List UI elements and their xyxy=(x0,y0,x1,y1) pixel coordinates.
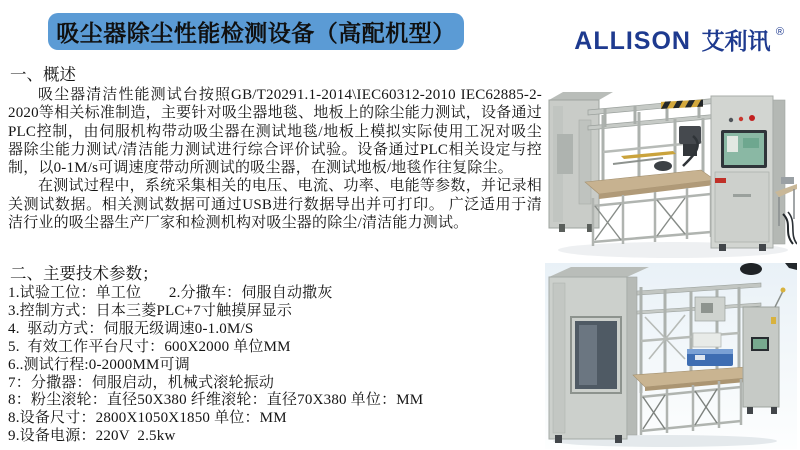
spec-item: 6..测试行程:0-2000MM可调 xyxy=(8,356,190,373)
overview-section xyxy=(8,61,542,232)
hazard-stripe-beam xyxy=(661,100,703,109)
specs-section xyxy=(8,260,548,446)
brand-name: ALLISON xyxy=(574,27,691,55)
spec-item: 8：粉尘滚轮：直径50X380 纤维滚轮：直径70X380 单位：MM xyxy=(8,392,424,409)
registered-trademark-icon: ® xyxy=(775,26,784,38)
product-photo-bottom xyxy=(545,263,797,449)
overview-heading: 一、概述 xyxy=(10,65,76,84)
specs-heading: 二、主要技术参数； xyxy=(10,264,159,283)
spec-item: 9.设备电源：220V 2.5kw xyxy=(8,428,176,445)
brand-logo xyxy=(574,27,784,54)
enclosure-cabinet xyxy=(549,267,649,443)
machine-illustration-bottom xyxy=(545,263,797,449)
test-arm-assembly xyxy=(654,126,701,171)
overview-paragraph-1: 吸尘器清洁性能测试台按照GB/T20291.1-2014\IEC60312-2010 IEC62885-2-2020等相关标准制造，主要针对吸尘器地毯、地板上的除尘能力测试，设备通过PLC控制，由伺服机构带动吸尘器在测试地毯/地板上模拟实际使用工况对吸尘器除尘能力测试/清洁能力测试进行综合评价试验。设备通过PLC相关设定与控制，以0-1M/s可调速度带动所测试的吸尘器，在测试地板/地毯作往复除尘。 xyxy=(8,87,542,177)
machine-illustration-top xyxy=(543,74,797,262)
page-title: 吸尘器除尘性能检测设备（高配机型） xyxy=(56,21,456,46)
spec-item: 4. 驱动方式：伺服无级调速0-1.0M/S xyxy=(8,320,254,337)
spec-item: 1.试验工位：单工位 2.分撒车：伺服自动撒灰 xyxy=(8,285,333,301)
brand-name-cn: 艾利讯 xyxy=(701,28,771,54)
overview-paragraph-2: 在测试过程中，系统采集相关的电压、电流、功率、电能等参数，并记录相关测试数据。相关测试数据可通过USB进行数据导出并可打印。 广泛适用于清洁行业的吸尘器生产厂家和检测机构对吸尘器的除尘/清洁能力测试。 xyxy=(8,178,542,232)
title-banner xyxy=(48,13,464,50)
spec-item: 8.设备尺寸：2800X1050X1850 单位：MM xyxy=(8,410,287,427)
spec-item: 3.控制方式：日本三菱PLC+7寸触摸屏显示 xyxy=(8,302,293,319)
spec-item: 7：分撒器：伺服启动，机械式滚轮振动 xyxy=(8,374,275,391)
product-photo-top xyxy=(543,74,797,262)
control-cabinet xyxy=(711,96,785,251)
spec-item: 5. 有效工作平台尺寸：600X2000 单位MM xyxy=(8,338,291,355)
